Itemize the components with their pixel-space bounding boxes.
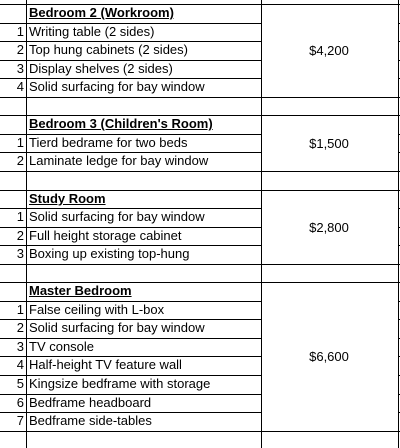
row-divider [0,264,400,265]
item-description[interactable]: False ceiling with L-box [29,302,165,317]
item-description[interactable]: Boxing up existing top-hung [29,246,190,261]
item-description[interactable]: Tierd bedrame for two beds [29,135,188,150]
item-number[interactable]: 2 [16,228,24,243]
column-divider [26,0,27,448]
item-number[interactable]: 2 [16,42,24,57]
section-price[interactable]: $6,600 [309,349,349,364]
item-description[interactable]: Half-height TV feature wall [29,357,182,372]
item-number[interactable]: 3 [16,246,24,261]
item-number[interactable]: 1 [16,209,24,224]
item-number[interactable]: 4 [16,79,24,94]
item-number[interactable]: 1 [16,24,24,39]
item-description[interactable]: Display shelves (2 sides) [29,61,173,76]
item-description[interactable]: Solid surfacing for bay window [29,79,205,94]
item-number[interactable]: 2 [16,320,24,335]
item-description[interactable]: Full height storage cabinet [29,228,182,243]
section-title[interactable]: Bedroom 2 (Workroom) [29,5,174,20]
section-price[interactable]: $2,800 [309,220,349,235]
section-price[interactable]: $1,500 [309,136,349,151]
item-description[interactable]: Kingsize bedframe with storage [29,376,211,391]
section-title[interactable]: Bedroom 3 (Children's Room) [29,116,213,131]
item-description[interactable]: Bedframe side-tables [29,413,152,428]
section-title[interactable]: Master Bedroom [29,283,132,298]
item-number[interactable]: 3 [16,61,24,76]
item-number[interactable]: 2 [16,153,24,168]
item-number[interactable]: 1 [16,135,24,150]
item-number[interactable]: 1 [16,302,24,317]
item-description[interactable]: TV console [29,339,95,354]
item-number[interactable]: 7 [16,413,24,428]
section-price[interactable]: $4,200 [309,43,349,58]
row-divider [0,97,400,98]
item-description[interactable]: Solid surfacing for bay window [29,320,205,335]
item-number[interactable]: 5 [16,376,24,391]
item-description[interactable]: Laminate ledge for bay window [29,153,209,168]
row-divider [0,171,400,172]
row-divider [0,431,400,432]
item-number[interactable]: 6 [16,395,24,410]
item-description[interactable]: Top hung cabinets (2 sides) [29,42,188,57]
column-divider [398,0,399,448]
item-description[interactable]: Solid surfacing for bay window [29,209,205,224]
item-description[interactable]: Bedframe headboard [29,395,152,410]
item-number[interactable]: 4 [16,357,24,372]
item-description[interactable]: Writing table (2 sides) [29,24,155,39]
item-number[interactable]: 3 [16,339,24,354]
section-title[interactable]: Study Room [29,191,106,206]
